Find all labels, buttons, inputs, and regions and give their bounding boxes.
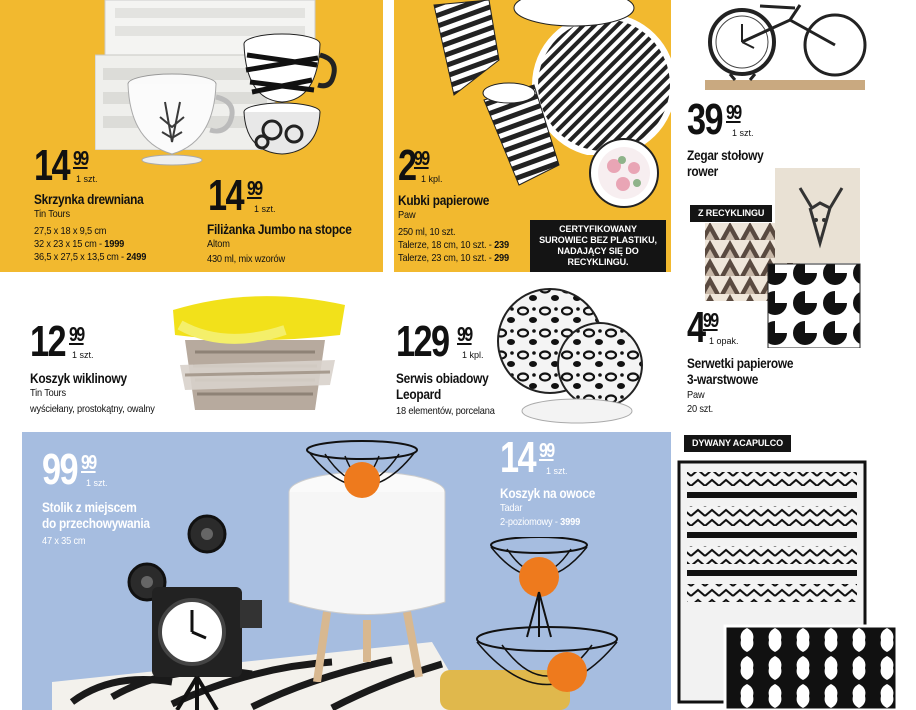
camera-clock-image	[122, 512, 262, 710]
box-size-2-label: 32 x 23 x 15 cm -	[34, 238, 102, 250]
dinner-price-unit: 1 kpl.	[462, 350, 484, 360]
box-price-cents: 99	[72, 148, 88, 170]
napkins-price-unit: 1 opak.	[709, 336, 739, 346]
clock-price-unit: 1 szt.	[732, 128, 754, 138]
fruit-brand: Tadar	[500, 502, 523, 514]
fruit-price-main: 14	[500, 433, 536, 482]
striped-cups-image	[414, 0, 564, 190]
rugs-badge: DYWANY ACAPULCO	[684, 435, 791, 452]
dinner-name-2: Leopard	[396, 387, 442, 402]
box-size-2	[34, 238, 124, 251]
fruit-detail-price: 3999	[560, 516, 581, 528]
box-size-2-price: 1999	[104, 238, 125, 250]
clock-price-cents: 99	[725, 102, 741, 124]
table-price-cents: 99	[80, 452, 96, 474]
panel-table-fruit	[22, 432, 671, 710]
fruit-price-unit: 1 szt.	[546, 466, 568, 476]
napkins-brand: Paw	[687, 389, 705, 401]
box-size-3-price: 2499	[126, 251, 147, 263]
basket-price-cents: 99	[68, 324, 84, 346]
wire-bowl-image	[305, 440, 420, 510]
mug-price	[208, 171, 276, 220]
box-size-3-label: 36,5 x 27,5 x 13,5 cm -	[34, 251, 124, 263]
napkins-name-2: 3-warstwowe	[687, 372, 759, 387]
fruit-name: Koszyk na owoce	[500, 486, 596, 501]
cups-price-cents: 99	[414, 148, 430, 170]
dinner-price	[396, 317, 484, 366]
napkins-price-cents: 99	[703, 310, 719, 332]
fruit-price	[500, 433, 568, 482]
basket-name: Koszyk wiklinowy	[30, 371, 127, 386]
napkins-name-1: Serwetki papierowe	[687, 356, 794, 371]
mug-detail: 430 ml, mix wzorów	[207, 253, 285, 265]
basket-price-unit: 1 szt.	[72, 350, 94, 360]
cups-detail-1: 250 ml, 10 szt.	[398, 226, 456, 238]
clock-name-1: Zegar stołowy	[687, 148, 764, 163]
leopard-dinner-set-image	[495, 283, 665, 428]
cups-detail-3-label: Talerze, 23 cm, 10 szt. -	[398, 252, 492, 264]
floral-plate-image	[589, 138, 659, 208]
basket-detail: wyściełany, prostokątny, owalny	[30, 403, 155, 415]
cups-detail-3-price: 299	[494, 252, 509, 264]
cups-price-main: 2	[398, 141, 416, 190]
cups-price	[398, 141, 443, 190]
cups-detail-2-price: 239	[494, 239, 509, 251]
napkins-recycled-badge: Z RECYKLINGU	[690, 205, 772, 222]
box-name: Skrzynka drewniana	[34, 192, 144, 207]
mug-price-cents: 99	[246, 178, 262, 200]
clock-price-main: 39	[687, 95, 723, 144]
table-name-2: do przechowywania	[42, 516, 150, 531]
white-mug-image	[120, 72, 240, 167]
cups-name: Kubki papierowe	[398, 193, 490, 208]
mug-name: Filiżanka Jumbo na stopce	[207, 222, 352, 237]
box-price-unit: 1 szt.	[76, 174, 98, 184]
table-name-1: Stolik z miejscem	[42, 500, 137, 515]
bicycle-clock-image	[700, 0, 875, 92]
basket-price	[30, 317, 94, 366]
table-price	[42, 445, 108, 494]
box-brand: Tin Tours	[34, 208, 70, 220]
recycle-cert-badge: CERTYFIKOWANY SUROWIEC BEZ PLASTIKU, NADAJĄCY SIĘ DO RECYKLINGU.	[530, 220, 666, 272]
clock-price	[687, 95, 754, 144]
cups-detail-2-label: Talerze, 18 cm, 10 szt. -	[398, 239, 492, 251]
clock-name-2: rower	[687, 164, 719, 179]
fruit-detail	[500, 516, 580, 529]
box-size-3	[34, 251, 146, 264]
cups-brand: Paw	[398, 209, 416, 221]
table-price-unit: 1 szt.	[86, 478, 108, 488]
dinner-detail: 18 elementów, porcelana	[396, 405, 495, 417]
mug-price-unit: 1 szt.	[254, 204, 276, 214]
basket-brand: Tin Tours	[30, 387, 66, 399]
cups-price-unit: 1 kpl.	[421, 174, 443, 184]
napkins-price	[687, 303, 739, 352]
napkins-detail: 20 szt.	[687, 403, 713, 415]
box-size-1: 27,5 x 18 x 9,5 cm	[34, 225, 107, 237]
fruit-price-cents: 99	[538, 440, 554, 462]
fruit-detail-label: 2-poziomowy -	[500, 516, 558, 528]
dinner-price-cents: 99	[457, 324, 473, 346]
wicker-basket-image	[165, 290, 350, 418]
dinner-price-main: 129	[396, 317, 449, 366]
panel-box-mug	[0, 0, 383, 272]
zebra-mug-image	[232, 30, 352, 160]
mug-brand: Altom	[207, 238, 230, 250]
table-detail: 47 x 35 cm	[42, 535, 86, 547]
box-price	[34, 141, 98, 190]
panel-cups	[394, 0, 671, 272]
basket-price-main: 12	[30, 317, 66, 366]
mug-price-main: 14	[208, 171, 244, 220]
napkins-image	[700, 168, 865, 348]
fruit-basket-image	[457, 537, 622, 710]
box-price-main: 14	[34, 141, 70, 190]
table-price-main: 99	[42, 445, 78, 494]
cups-detail-3	[398, 252, 509, 265]
dinner-name-1: Serwis obiadowy	[396, 371, 489, 386]
napkins-price-main: 4	[687, 303, 705, 352]
cups-detail-2	[398, 239, 509, 252]
acapulco-rugs-image	[677, 458, 897, 710]
